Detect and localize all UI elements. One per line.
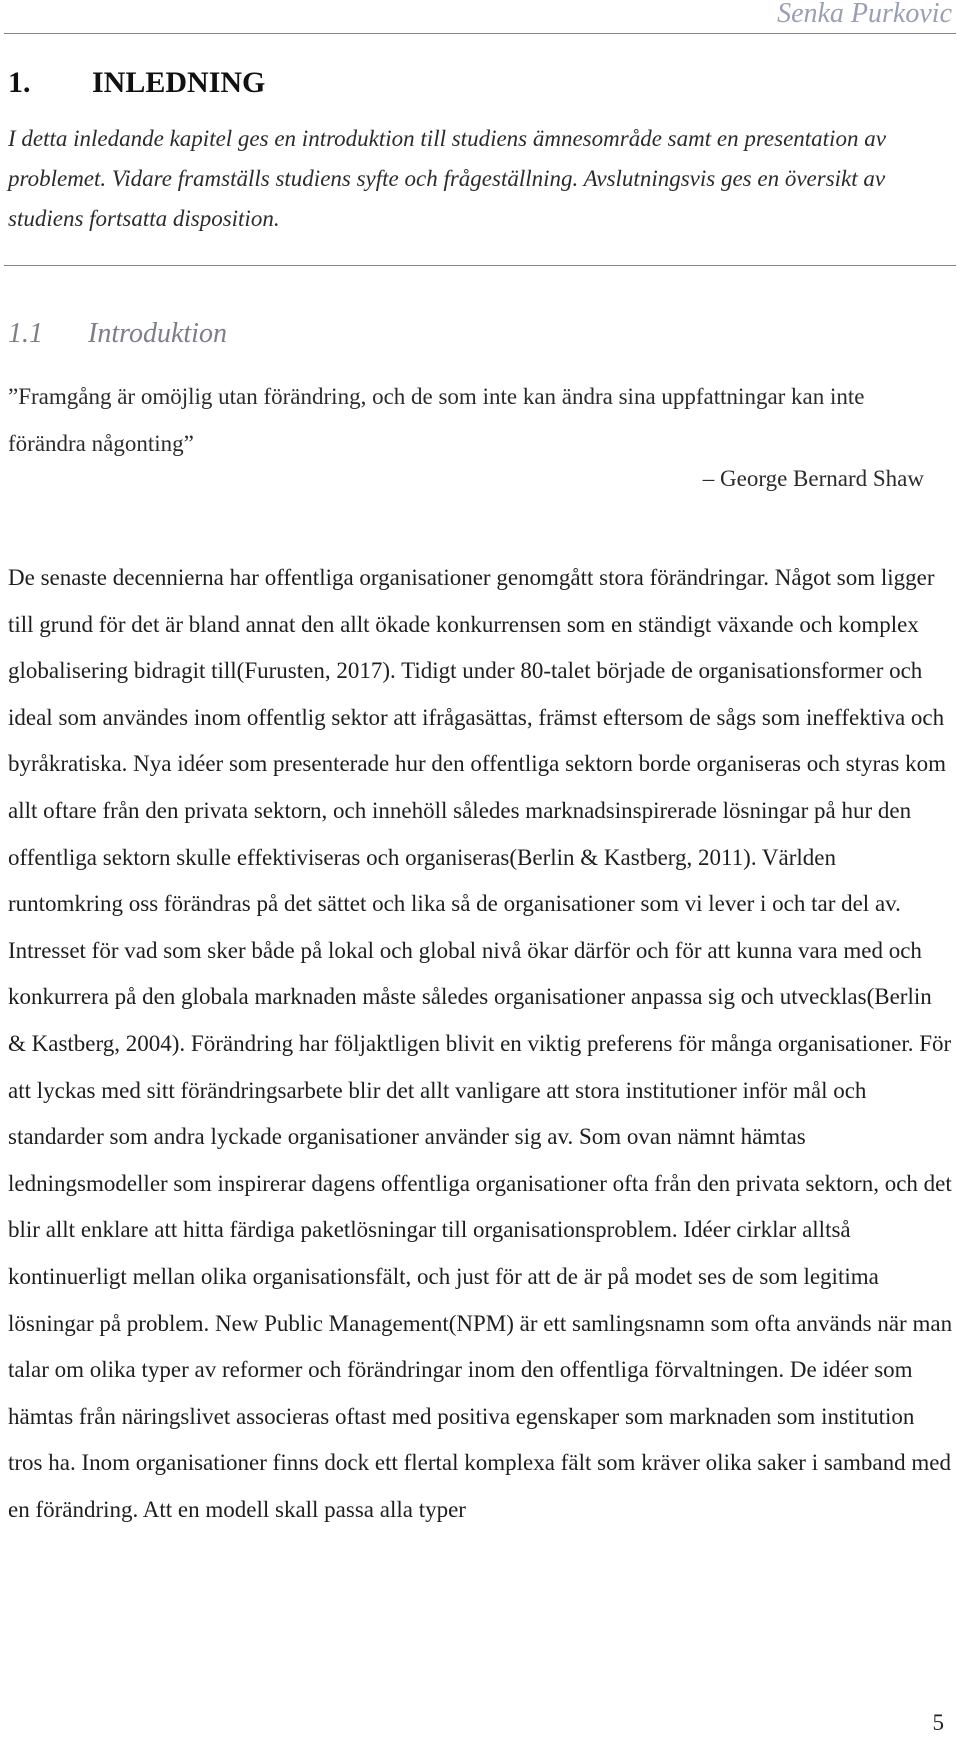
section-number: 1.1 <box>8 318 43 349</box>
epigraph-attribution: – George Bernard Shaw <box>702 466 924 491</box>
page-number: 5 <box>932 1710 944 1735</box>
epigraph-quote: ”Framgång är omöjlig utan förändring, och de som inte kan ändra sina uppfattningar kan inte förändra någonting” <box>8 384 865 456</box>
body-paragraph: De senaste decennierna har offentliga organisationer genomgått stora förändringar. Något som ligger till grund för det är bland annat den allt ökade konkurrensen som en ständigt växande och komplex globalisering bidragit till(Furusten, 2017). Tidigt under 80-talet började de organisationsformer och ideal som användes inom offentlig sektor att ifrågasättas, främst eftersom de sågs som ineffektiva och byråkratiska. Nya idéer som presenterade hur den offentliga sektorn borde organiseras och styras kom allt oftare från den privata sektorn, och innehöll således marknadsinspirerade lösningar på hur den offentliga sektorn skulle effektiviseras och organiseras(Berlin & Kastberg, 2011). Världen runtomkring oss förändras på det sättet och lika så de organisationer som vi lever i och tar del av. Intresset för vad som sker både på lokal och global nivå ökar därför och för att kunna vara med och konkurrera på den globala marknaden måste således organisationer anpassa sig och utvecklas(Berlin & Kastberg, 2004). Förändring har följaktligen blivit en viktig preferens för många organisationer. För att lyckas med sitt förändringsarbete blir det allt vanligare att stora institutioner inför mål och standarder som andra lyckade organisationer använder sig av. Som ovan nämnt hämtas ledningsmodeller som inspirerar dagens offentliga organisationer ofta från den privata sektorn, och det blir allt enklare att hitta färdiga paketlösningar till organisationsproblem. Idéer cirklar alltså kontinuerligt mellan olika organisationsfält, och just för att de är på modet ses de som legitima lösningar på problem. New Public Management(NPM) är ett samlingsnamn som ofta används när man talar om olika typer av reformer och förändringar inom den offentliga förvaltningen. De idéer som hämtas från näringslivet associeras oftast med positiva egenskaper som marknaden som institution tros ha. Inom organisationer finns dock ett flertal komplexa fält som kräver olika saker i samband med en förändring. Att en modell skall passa alla typer <box>8 565 953 1522</box>
chapter-intro: I detta inledande kapitel ges en introduktion till studiens ämnesområde samt en presentation av problemet. Vidare framställs studiens syfte och frågeställning. Avslutningsvis ges en översikt av studiens fortsatta disposition. <box>8 126 886 231</box>
header-divider <box>4 33 956 34</box>
chapter-number: 1. <box>8 66 31 99</box>
header-author: Senka Purkovic <box>777 0 952 29</box>
chapter-title: INLEDNING <box>92 66 266 99</box>
chapter-heading <box>8 66 265 100</box>
section-title: Introduktion <box>88 318 227 349</box>
section-heading <box>8 318 227 350</box>
intro-divider <box>4 265 956 266</box>
